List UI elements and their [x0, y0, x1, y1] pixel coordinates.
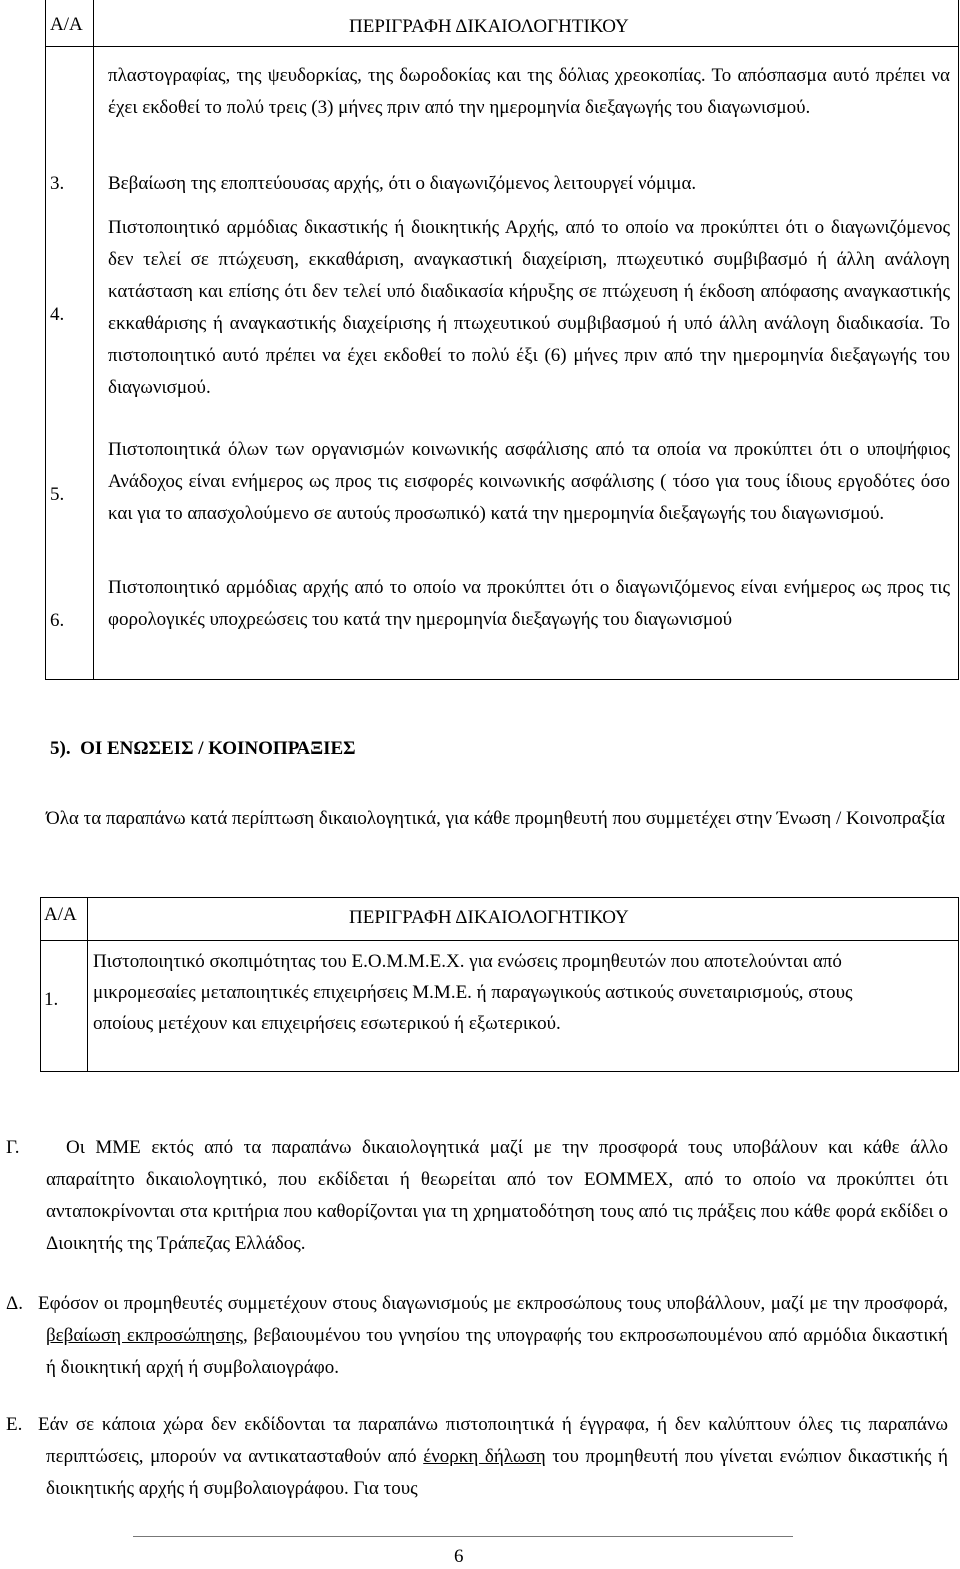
paragraph-d-pre: Εφόσον οι προμηθευτές συμμετέχουν στους διαγωνισμούς με εκπροσώπους τους υποβάλλουν, μαζί με την προσφορά, [38, 1293, 948, 1314]
table-2-header-num: Α/Α [44, 904, 77, 925]
section-5-heading: 5). ΟΙ ΕΝΩΣΕΙΣ / ΚΟΙΝΟΠΡΑΞΙΕΣ [50, 738, 356, 759]
paragraph-e-underlined: ένορκη δήλωση [423, 1446, 546, 1467]
paragraph-d-post: , βεβαιουμένου του γνησίου της υπογραφής του εκπροσωπουμένου από αρμόδια δικαστική ή διοικητική αρχή ή συμβολαιογράφο. [46, 1325, 948, 1378]
section-5-intro: Όλα τα παραπάνω κατά περίπτωση δικαιολογητικά, για κάθε προμηθευτή που συμμετέχει στην Ένωση / Κοινοπραξία [46, 808, 946, 829]
paragraph-e-pre: Εάν σε κάποια χώρα δεν εκδίδονται τα παραπάνω πιστοποιητικά ή έγγραφα, ή δεν καλύπτουν όλες τις παραπάνω περιπτώσεις, μπορούν να αντικατασταθούν από [38, 1414, 948, 1467]
paragraph-e-text [38, 1409, 948, 1505]
footer-rule [133, 1536, 793, 1537]
table-1-continuation-text: πλαστογραφίας, της ψευδορκίας, της δωροδοκίας και της δόλιας χρεοκοπίας. Το απόσπασμα αυτό πρέπει να έχει εκδοθεί το πολύ τρεις (3) μήνες πριν από την ημερομηνία διεξαγωγής του διαγωνισμού. [108, 65, 950, 118]
row-num-4: 4. [50, 304, 65, 325]
table-1-header-num: Α/Α [50, 14, 83, 35]
paragraph-d-underlined: βεβαίωση εκπροσώπησης [46, 1325, 243, 1346]
row-num-5: 5. [50, 484, 65, 505]
row-num-6: 6. [50, 610, 65, 631]
paragraph-d-label: Δ. [6, 1293, 23, 1314]
row-text-4: Πιστοποιητικό αρμόδιας δικαστικής ή διοικητικής Αρχής, από το οποίο να προκύπτει ότι ο διαγωνιζόμενος δεν τελεί σε πτώχευση, εκκαθάριση, αναγκαστική διαχείριση, πτωχευτικό συμβιβασμό ή άλλη ανάλογη κατάσταση και επίσης ότι δεν τελεί υπό διαδικασία κήρυξης σε πτώχευση ή έκδοση απόφασης αναγκαστικής εκκαθάρισης ή αναγκαστικής διαχείρισης ή πτωχευτικού συμβιβασμού ή υπό άλλη ανάλογη διαδικασία. Το πιστοποιητικό αυτό πρέπει να έχει εκδοθεί το πολύ έξι (6) μήνες πριν από την ημερομηνία διεξαγωγής του διαγωνισμού. [108, 217, 950, 398]
table-2-row-num: 1. [44, 989, 59, 1010]
table-2-header-desc: ΠΕΡΙΓΡΑΦΗ ΔΙΚΑΙΟΛΟΓΗΤΙΚΟΥ [349, 907, 629, 928]
paragraph-g-text: Οι ΜΜΕ εκτός από τα παραπάνω δικαιολογητικά μαζί με την προσφορά τους υποβάλουν και κάθε άλλο απαραίτητο δικαιολογητικό, που εκδίδεται ή θεωρείται από τον ΕΟΜΜΕΧ, από το οποίο να προκύπτει ότι ανταποκρίνονται στα κριτήρια που καθορίζονται για τη χρηματοδότηση τους από τις πράξεις που κάθε φορά εκδίδει ο Διοικητής της Τράπεζας Ελλάδος. [46, 1137, 948, 1254]
paragraph-e-label: Ε. [6, 1414, 23, 1435]
table-2-row-text: Πιστοποιητικό σκοπιμότητας του Ε.Ο.Μ.Μ.Ε.Χ. για ενώσεις προμηθευτών που αποτελούνται από μικρομεσαίες μεταποιητικές επιχειρήσεις Μ.Μ.Ε. ή παραγωγικούς αστικούς συνεταιρισμούς, στους οποίους μετέχουν και επιχειρήσεις εσωτερικού ή εξωτερικού. [93, 951, 853, 1034]
paragraph-e-post: του προμηθευτή που γίνεται ενώπιον δικαστικής ή διοικητικής αρχής ή συμβολαιογράφου. Για τους [46, 1446, 948, 1499]
row-text-6: Πιστοποιητικό αρμόδιας αρχής από το οποίο να προκύπτει ότι ο διαγωνιζόμενος είναι ενήμερος ως προς τις φορολογικές υποχρεώσεις του κατά την ημερομηνία διεξαγωγής του διαγωνισμού [108, 577, 950, 630]
paragraph-d-text [38, 1288, 948, 1384]
page-number: 6 [454, 1546, 464, 1567]
row-num-3: 3. [50, 173, 65, 194]
table-1-header-desc: ΠΕΡΙΓΡΑΦΗ ΔΙΚΑΙΟΛΟΓΗΤΙΚΟΥ [349, 16, 629, 37]
paragraph-g-label: Γ. [6, 1137, 20, 1158]
row-text-5: Πιστοποιητικά όλων των οργανισμών κοινωνικής ασφάλισης από τα οποία να προκύπτει ότι ο υποψήφιος Ανάδοχος είναι ενήμερος ως προς τις εισφορές κοινωνικής ασφάλισης ( τόσο για τους ίδιους εργοδότες όσο και για το απασχολούμενο σε αυτούς προσωπικό) κατά την ημερομηνία διεξαγωγής του διαγωνισμού. [108, 439, 950, 524]
row-text-3: Βεβαίωση της εποπτεύουσας αρχής, ότι ο διαγωνιζόμενος λειτουργεί νόμιμα. [108, 173, 697, 194]
